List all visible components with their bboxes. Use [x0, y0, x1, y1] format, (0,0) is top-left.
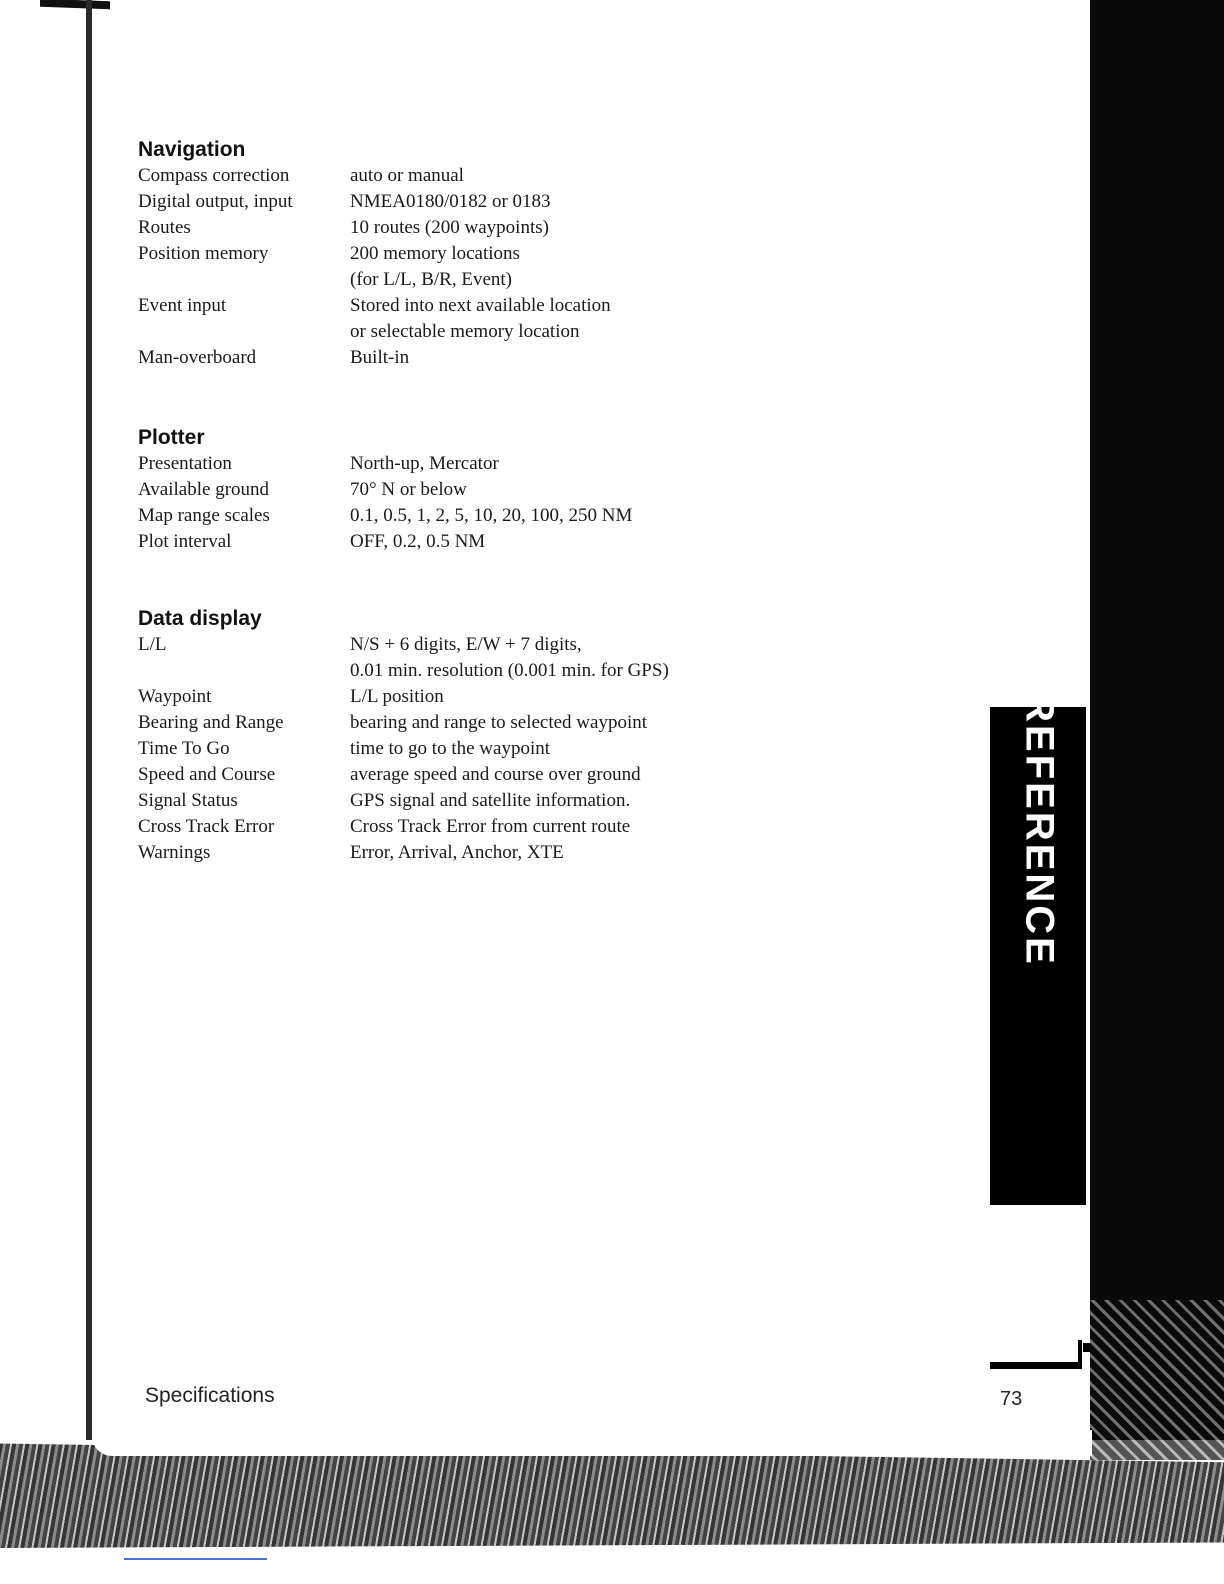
spec-value: Cross Track Error from current route: [350, 816, 631, 837]
spec-label: Man-overboard: [138, 347, 257, 368]
spec-value: OFF, 0.2, 0.5 NM: [350, 531, 486, 552]
spec-row: [138, 632, 898, 658]
spec-row: [138, 345, 898, 371]
spec-value: North-up, Mercator: [350, 453, 499, 474]
spec-row: [138, 736, 898, 762]
spec-row: [138, 814, 898, 840]
spec-label: Event input: [138, 295, 227, 316]
spec-row: [138, 163, 898, 189]
spec-label: Map range scales: [138, 505, 270, 526]
scan-shadow-right: [1090, 0, 1224, 1440]
plotter-section: [138, 425, 898, 555]
spec-value: 0.01 min. resolution (0.001 min. for GPS): [350, 660, 669, 681]
reference-tab-label: REFERENCE: [1017, 693, 1062, 967]
page-edge-left: [86, 0, 92, 1440]
spec-value: 0.1, 0.5, 1, 2, 5, 10, 20, 100, 250 NM: [350, 505, 633, 526]
spec-row: [138, 319, 898, 345]
section-title: Navigation: [138, 138, 246, 161]
spec-row: [138, 710, 898, 736]
spec-value: bearing and range to selected waypoint: [350, 712, 648, 733]
spec-value: Error, Arrival, Anchor, XTE: [350, 842, 564, 863]
spec-label: Speed and Course: [138, 764, 276, 785]
spec-row: [138, 451, 898, 477]
spec-row: [138, 529, 898, 555]
spec-row: [138, 658, 898, 684]
spec-value: Built-in: [350, 347, 410, 368]
spec-label: Position memory: [138, 243, 269, 264]
spec-row: [138, 762, 898, 788]
spec-label: Cross Track Error: [138, 816, 275, 837]
spec-rows: [138, 632, 898, 866]
spec-row: [138, 840, 898, 866]
scan-artifact-top: [40, 0, 110, 9]
spec-value: Stored into next available location: [350, 295, 611, 316]
spec-label: Warnings: [138, 842, 211, 863]
spec-value: L/L position: [350, 686, 444, 707]
footer-section-name: Specifications: [145, 1384, 275, 1407]
spec-label: Available ground: [138, 479, 270, 500]
spec-label: [138, 319, 350, 345]
spec-value: auto or manual: [350, 165, 464, 186]
spec-row: [138, 503, 898, 529]
spec-value: time to go to the waypoint: [350, 738, 551, 759]
spec-rows: [138, 451, 898, 555]
page-number: 73: [1000, 1388, 1023, 1410]
spec-label: Waypoint: [138, 686, 212, 707]
section-title: Data display: [138, 607, 262, 630]
spec-value: 200 memory locations: [350, 243, 520, 264]
spec-row: [138, 267, 898, 293]
spec-value: 10 routes (200 waypoints): [350, 217, 549, 238]
spec-label: Plot interval: [138, 531, 232, 552]
spec-value: NMEA0180/0182 or 0183: [350, 191, 551, 212]
spec-row: [138, 215, 898, 241]
spec-value: average speed and course over ground: [350, 764, 641, 785]
spec-row: [138, 477, 898, 503]
tab-marker-dot: [1083, 1343, 1090, 1352]
spec-rows: [138, 163, 898, 371]
section-title: Plotter: [138, 426, 205, 449]
spec-value: or selectable memory location: [350, 321, 580, 342]
spec-row: [138, 293, 898, 319]
spec-label: L/L: [138, 634, 167, 655]
spec-value: N/S + 6 digits, E/W + 7 digits,: [350, 634, 582, 655]
tab-marker-line: [990, 1362, 1082, 1369]
spec-label: Routes: [138, 217, 191, 238]
spec-label: [138, 658, 350, 684]
scan-speckle-right: [1090, 1300, 1224, 1460]
spec-value: GPS signal and satellite information.: [350, 790, 631, 811]
spec-label: Signal Status: [138, 790, 238, 811]
page-bottom-edge: [92, 1430, 1092, 1456]
spec-label: Bearing and Range: [138, 712, 284, 733]
spec-label: Compass correction: [138, 165, 290, 186]
navigation-section: [138, 137, 898, 371]
spec-value: (for L/L, B/R, Event): [350, 269, 512, 290]
spec-row: [138, 788, 898, 814]
spec-value: 70° N or below: [350, 479, 467, 500]
data-display-section: [138, 606, 898, 866]
spec-label: Digital output, input: [138, 191, 293, 212]
spec-label: Time To Go: [138, 738, 230, 759]
spec-label: Presentation: [138, 453, 232, 474]
spec-row: [138, 189, 898, 215]
spec-row: [138, 684, 898, 710]
link-underline: [124, 1558, 267, 1560]
spec-label: [138, 267, 350, 293]
tab-marker-stem: [1078, 1340, 1082, 1368]
spec-row: [138, 241, 898, 267]
